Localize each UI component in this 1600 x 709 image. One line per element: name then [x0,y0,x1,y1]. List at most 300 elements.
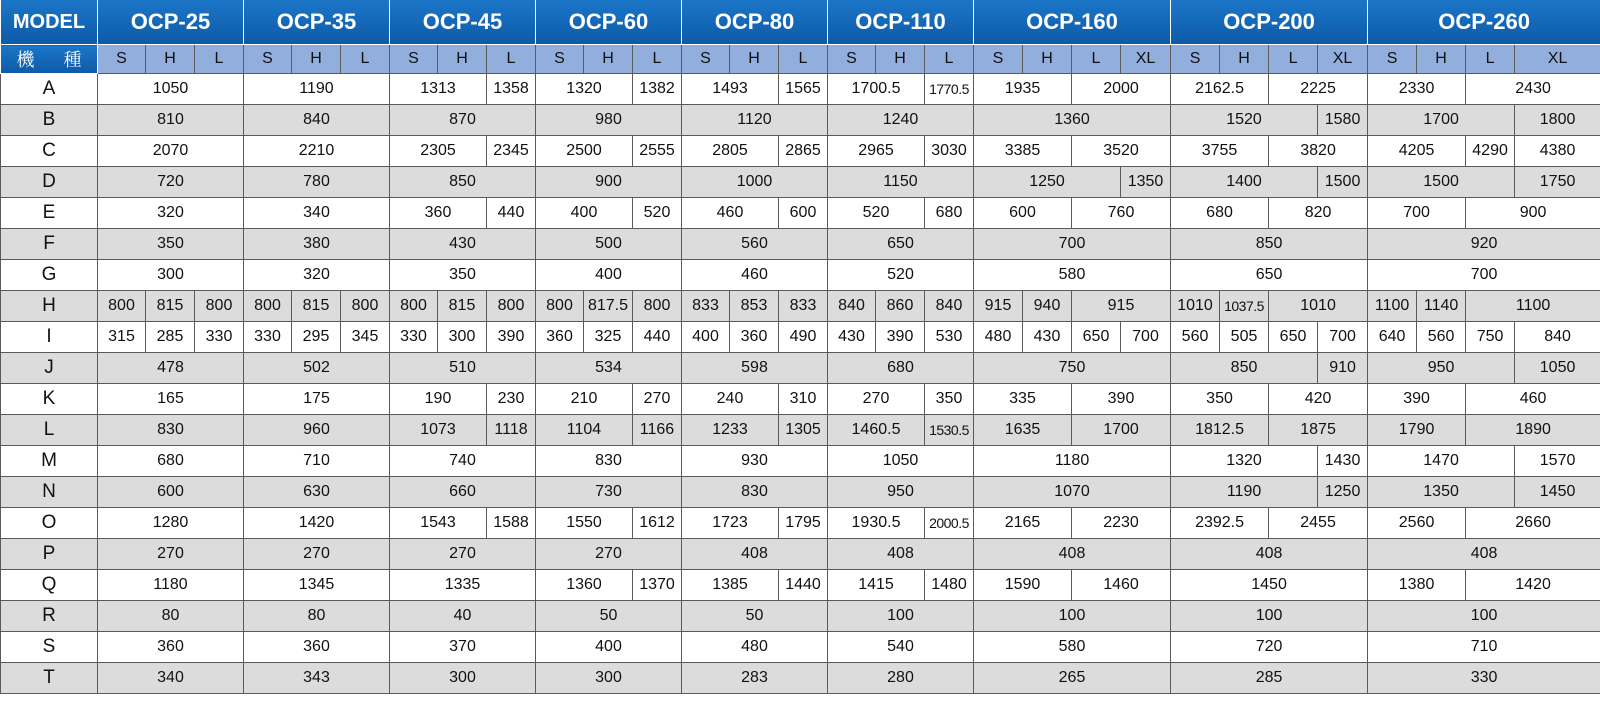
dimension-cell: 810 [98,105,244,136]
size-header: H [438,45,487,74]
dimension-cell: 2965 [828,136,925,167]
dimension-cell: 510 [390,353,536,384]
model-name-header: OCP-60 [536,0,682,45]
dimension-cell: 980 [536,105,682,136]
size-header: XL [1515,45,1600,74]
dimension-cell: 860 [876,291,925,322]
dimension-cell: 680 [98,446,244,477]
dimension-cell: 400 [536,260,682,291]
dimension-cell: 1430 [1318,446,1368,477]
dimension-cell: 1875 [1269,415,1368,446]
dimension-cell: 1590 [974,570,1072,601]
dimension-cell: 1500 [1318,167,1368,198]
model-header-row [1,0,1600,45]
dimension-cell: 505 [1220,322,1269,353]
dimension-cell: 700 [1368,260,1600,291]
dimension-cell: 270 [633,384,682,415]
dimension-cell: 1313 [390,74,487,105]
dimension-cell: 408 [1171,539,1368,570]
dimension-cell: 2865 [779,136,828,167]
dimension-cell: 710 [244,446,390,477]
dimension-cell: 800 [195,291,244,322]
model-name-header: OCP-160 [974,0,1171,45]
dimension-cell: 730 [536,477,682,508]
dimension-cell: 630 [244,477,390,508]
dimension-cell: 165 [98,384,244,415]
dimension-cell: 50 [682,601,828,632]
dimension-cell: 330 [195,322,244,353]
row-label: T [1,663,98,694]
dimension-cell: 870 [390,105,536,136]
row-label: C [1,136,98,167]
size-header: H [1220,45,1269,74]
dimension-cell: 1420 [1466,570,1600,601]
dimension-cell: 1190 [1171,477,1318,508]
dimension-cell: 1370 [633,570,682,601]
table-row [1,632,1600,663]
dimension-cell: 80 [244,601,390,632]
dimension-cell: 408 [682,539,828,570]
dimension-cell: 350 [390,260,536,291]
dimension-cell: 2225 [1269,74,1368,105]
row-label: O [1,508,98,539]
dimension-cell: 830 [98,415,244,446]
size-header: H [292,45,341,74]
dimension-cell: 850 [390,167,536,198]
dimension-cell: 2430 [1466,74,1600,105]
dimension-cell: 502 [244,353,390,384]
dimension-cell: 840 [244,105,390,136]
dimension-cell: 360 [730,322,779,353]
model-name-header: OCP-200 [1171,0,1368,45]
table-row [1,198,1600,229]
dimension-cell: 960 [244,415,390,446]
dimension-cell: 1470 [1368,446,1515,477]
dimension-cell: 1543 [390,508,487,539]
dimension-cell: 430 [1023,322,1072,353]
dimension-cell: 4205 [1368,136,1466,167]
dimension-cell: 1812.5 [1171,415,1269,446]
table-row [1,291,1600,322]
dimension-cell: 830 [682,477,828,508]
dimension-cell: 760 [1072,198,1171,229]
dimension-cell: 360 [98,632,244,663]
dimension-cell: 534 [536,353,682,384]
dimension-cell: 1415 [828,570,925,601]
dimension-cell: 1800 [1515,105,1600,136]
dimension-cell: 1320 [536,74,633,105]
dimension-cell: 1612 [633,508,682,539]
dimension-cell: 3520 [1072,136,1171,167]
dimension-cell: 190 [390,384,487,415]
row-label: H [1,291,98,322]
dimension-cell: 370 [390,632,536,663]
dimension-cell: 2305 [390,136,487,167]
dimension-cell: 430 [390,229,536,260]
dimension-cell: 480 [974,322,1023,353]
dimension-cell: 1180 [98,570,244,601]
dimension-cell: 1350 [1121,167,1171,198]
dimension-cell: 1635 [974,415,1072,446]
dimension-cell: 1050 [828,446,974,477]
table-row [1,601,1600,632]
table-row [1,539,1600,570]
dimension-cell: 560 [1171,322,1220,353]
dimension-cell: 910 [1318,353,1368,384]
dimension-cell: 315 [98,322,146,353]
dimension-cell: 580 [974,632,1171,663]
type-label: 機 種 [1,45,98,74]
dimension-cell: 270 [828,384,925,415]
dimension-cell: 800 [98,291,146,322]
size-header: L [633,45,682,74]
row-label: E [1,198,98,229]
dimension-cell: 840 [1515,322,1600,353]
dimension-cell: 650 [1072,322,1121,353]
dimension-cell: 1280 [98,508,244,539]
table-row [1,136,1600,167]
dimension-cell: 915 [974,291,1023,322]
row-label: F [1,229,98,260]
size-header: H [146,45,195,74]
dimension-cell: 1240 [828,105,974,136]
dimension-cell: 1000 [682,167,828,198]
dimension-cell: 400 [682,322,730,353]
dimension-cell: 1700 [1368,105,1515,136]
dimension-cell: 800 [536,291,584,322]
dimension-cell: 430 [828,322,876,353]
dimension-cell: 3820 [1269,136,1368,167]
dimension-cell: 1360 [536,570,633,601]
dimension-cell: 2455 [1269,508,1368,539]
dimension-cell: 2000 [1072,74,1171,105]
dimension-cell: 800 [341,291,390,322]
size-header: S [244,45,292,74]
dimension-cell: 440 [487,198,536,229]
table-row [1,229,1600,260]
dimension-cell: 853 [730,291,779,322]
size-header: L [341,45,390,74]
dimension-cell: 100 [828,601,974,632]
dimension-cell: 350 [925,384,974,415]
dimension-cell: 283 [682,663,828,694]
dimension-cell: 600 [974,198,1072,229]
dimension-cell: 940 [1023,291,1072,322]
size-header: H [1417,45,1466,74]
dimension-cell: 408 [828,539,974,570]
dimension-cell: 1460 [1072,570,1171,601]
dimension-cell: 300 [438,322,487,353]
dimension-cell: 330 [1368,663,1600,694]
dimension-cell: 530 [925,322,974,353]
dimension-cell: 4290 [1466,136,1515,167]
dimension-cell: 1493 [682,74,779,105]
size-header: L [1466,45,1515,74]
dimension-cell: 3755 [1171,136,1269,167]
dimension-cell: 1550 [536,508,633,539]
dimension-cell: 900 [536,167,682,198]
table-body [1,74,1600,694]
dimension-cell: 1450 [1171,570,1368,601]
table-row [1,570,1600,601]
dimension-cell: 345 [341,322,390,353]
dimension-cell: 598 [682,353,828,384]
dimension-cell: 1935 [974,74,1072,105]
dimension-cell: 1100 [1368,291,1417,322]
dimension-cell: 1150 [828,167,974,198]
dimension-cell: 1565 [779,74,828,105]
dimension-cell: 720 [98,167,244,198]
row-label: J [1,353,98,384]
dimension-cell: 460 [1466,384,1600,415]
dimension-cell: 750 [974,353,1171,384]
dimension-cell: 390 [876,322,925,353]
dimension-cell: 460 [682,198,779,229]
dimension-cell: 100 [1171,601,1368,632]
dimension-cell: 390 [1368,384,1466,415]
dimension-cell: 650 [828,229,974,260]
dimension-cell: 833 [779,291,828,322]
dimension-cell: 280 [828,663,974,694]
dimension-cell: 740 [390,446,536,477]
model-name-header: OCP-260 [1368,0,1600,45]
dimension-cell: 1190 [244,74,390,105]
model-label: MODEL [1,0,98,45]
table-row [1,105,1600,136]
dimension-cell: 1930.5 [828,508,925,539]
dimension-cell: 40 [390,601,536,632]
dimension-cell: 343 [244,663,390,694]
dimension-cell: 310 [779,384,828,415]
dimension-cell: 230 [487,384,536,415]
dimension-cell: 1250 [1318,477,1368,508]
dimension-cell: 265 [974,663,1171,694]
dimension-cell: 1104 [536,415,633,446]
dimension-cell: 1350 [1368,477,1515,508]
dimension-cell: 560 [1417,322,1466,353]
dimension-cell: 700 [1368,198,1466,229]
dimension-cell: 850 [1171,353,1318,384]
dimension-cell: 400 [536,632,682,663]
dimension-cell: 680 [925,198,974,229]
dimension-cell: 1723 [682,508,779,539]
dimension-cell: 270 [244,539,390,570]
dimension-cell: 850 [1171,229,1368,260]
dimension-cell: 2805 [682,136,779,167]
dimension-cell: 1700 [1072,415,1171,446]
dimension-cell: 1480 [925,570,974,601]
dimension-cell: 650 [1171,260,1368,291]
dimension-cell: 1382 [633,74,682,105]
row-label: L [1,415,98,446]
dimension-cell: 1380 [1368,570,1466,601]
dimension-cell: 2330 [1368,74,1466,105]
table-row [1,477,1600,508]
dimension-cell: 1010 [1171,291,1220,322]
dimension-cell: 1795 [779,508,828,539]
dimension-cell: 800 [487,291,536,322]
dimension-cell: 817.5 [584,291,633,322]
size-header: S [390,45,438,74]
size-header: S [682,45,730,74]
dimension-cell: 2560 [1368,508,1466,539]
dimension-cell: 2210 [244,136,390,167]
dimension-cell: 520 [633,198,682,229]
row-label: M [1,446,98,477]
dimension-cell: 1335 [390,570,536,601]
size-header: S [1171,45,1220,74]
dimension-cell: 700 [1121,322,1171,353]
dimension-cell: 300 [98,260,244,291]
dimension-cell: 1385 [682,570,779,601]
dimension-cell: 640 [1368,322,1417,353]
dimension-cell: 750 [1466,322,1515,353]
dimension-cell: 210 [536,384,633,415]
dimension-cell: 1345 [244,570,390,601]
dimension-cell: 3385 [974,136,1072,167]
size-header: L [1269,45,1318,74]
dimension-cell: 1750 [1515,167,1600,198]
dimension-cell: 580 [974,260,1171,291]
dimension-cell: 1010 [1269,291,1368,322]
dimension-cell: 2660 [1466,508,1600,539]
dimension-cell: 600 [98,477,244,508]
dimension-cell: 1580 [1318,105,1368,136]
row-label: P [1,539,98,570]
dimension-cell: 800 [633,291,682,322]
dimension-cell: 1890 [1466,415,1600,446]
table-row [1,353,1600,384]
size-header: L [195,45,244,74]
dimension-cell: 1500 [1368,167,1515,198]
dimension-cell: 408 [974,539,1171,570]
dimension-cell: 340 [98,663,244,694]
size-header: S [1368,45,1417,74]
size-header: XL [1318,45,1368,74]
dimension-cell: 1440 [779,570,828,601]
dimension-cell: 1320 [1171,446,1318,477]
size-header: L [1072,45,1121,74]
dimension-cell: 950 [1368,353,1515,384]
dimension-cell: 1460.5 [828,415,925,446]
dimension-cell: 460 [682,260,828,291]
dimension-cell: 1450 [1515,477,1600,508]
model-name-header: OCP-80 [682,0,828,45]
size-header: S [536,45,584,74]
dimension-cell: 2000.5 [925,508,974,539]
dimension-cell: 520 [828,198,925,229]
dimension-cell: 660 [390,477,536,508]
dimension-cell: 340 [244,198,390,229]
dimension-cell: 325 [584,322,633,353]
dimension-cell: 100 [1368,601,1600,632]
dimension-cell: 1358 [487,74,536,105]
dimension-cell: 840 [925,291,974,322]
dimension-cell: 335 [974,384,1072,415]
dimension-cell: 1070 [974,477,1171,508]
dimension-cell: 830 [536,446,682,477]
size-header: L [487,45,536,74]
dimension-cell: 650 [1269,322,1318,353]
dimension-cell: 815 [292,291,341,322]
row-label: A [1,74,98,105]
dimension-cell: 700 [1318,322,1368,353]
table-row [1,167,1600,198]
dimension-cell: 270 [536,539,682,570]
dimension-cell: 1050 [1515,353,1600,384]
table-row [1,260,1600,291]
dimension-cell: 700 [974,229,1171,260]
table-row [1,446,1600,477]
dimension-cell: 80 [98,601,244,632]
dimension-cell: 680 [828,353,974,384]
dimension-cell: 285 [146,322,195,353]
size-header-row [1,45,1600,74]
dimension-cell: 540 [828,632,974,663]
row-label: I [1,322,98,353]
table-row [1,415,1600,446]
dimension-cell: 1588 [487,508,536,539]
dimension-cell: 175 [244,384,390,415]
dimension-cell: 320 [244,260,390,291]
dimension-cell: 440 [633,322,682,353]
row-label: G [1,260,98,291]
dimension-cell: 360 [244,632,390,663]
dimension-cell: 930 [682,446,828,477]
table-row [1,508,1600,539]
row-label: K [1,384,98,415]
dimension-cell: 295 [292,322,341,353]
model-name-header: OCP-25 [98,0,244,45]
dimension-cell: 2162.5 [1171,74,1269,105]
dimension-cell: 240 [682,384,779,415]
dimension-cell: 1050 [98,74,244,105]
size-header: H [1023,45,1072,74]
dimension-cell: 2500 [536,136,633,167]
dimension-cell: 50 [536,601,682,632]
dimension-cell: 720 [1171,632,1368,663]
table-row [1,384,1600,415]
dimension-cell: 815 [438,291,487,322]
dimension-cell: 100 [974,601,1171,632]
dimension-cell: 1073 [390,415,487,446]
dimension-cell: 780 [244,167,390,198]
dimension-cell: 3030 [925,136,974,167]
dimension-cell: 1400 [1171,167,1318,198]
model-name-header: OCP-110 [828,0,974,45]
row-label: S [1,632,98,663]
row-label: R [1,601,98,632]
dimension-cell: 330 [244,322,292,353]
dimension-cell: 420 [1269,384,1368,415]
table-row [1,663,1600,694]
dimension-cell: 2555 [633,136,682,167]
dimension-cell: 490 [779,322,828,353]
dimension-cell: 300 [536,663,682,694]
size-header: H [730,45,779,74]
model-name-header: OCP-35 [244,0,390,45]
table-row [1,322,1600,353]
dimension-cell: 1140 [1417,291,1466,322]
dimension-cell: 500 [536,229,682,260]
row-label: Q [1,570,98,601]
dimension-cell: 1700.5 [828,74,925,105]
dimension-cell: 1250 [974,167,1121,198]
dimension-cell: 915 [1072,291,1171,322]
dimension-cell: 900 [1466,198,1600,229]
dimension-cell: 380 [244,229,390,260]
dimension-cell: 1520 [1171,105,1318,136]
